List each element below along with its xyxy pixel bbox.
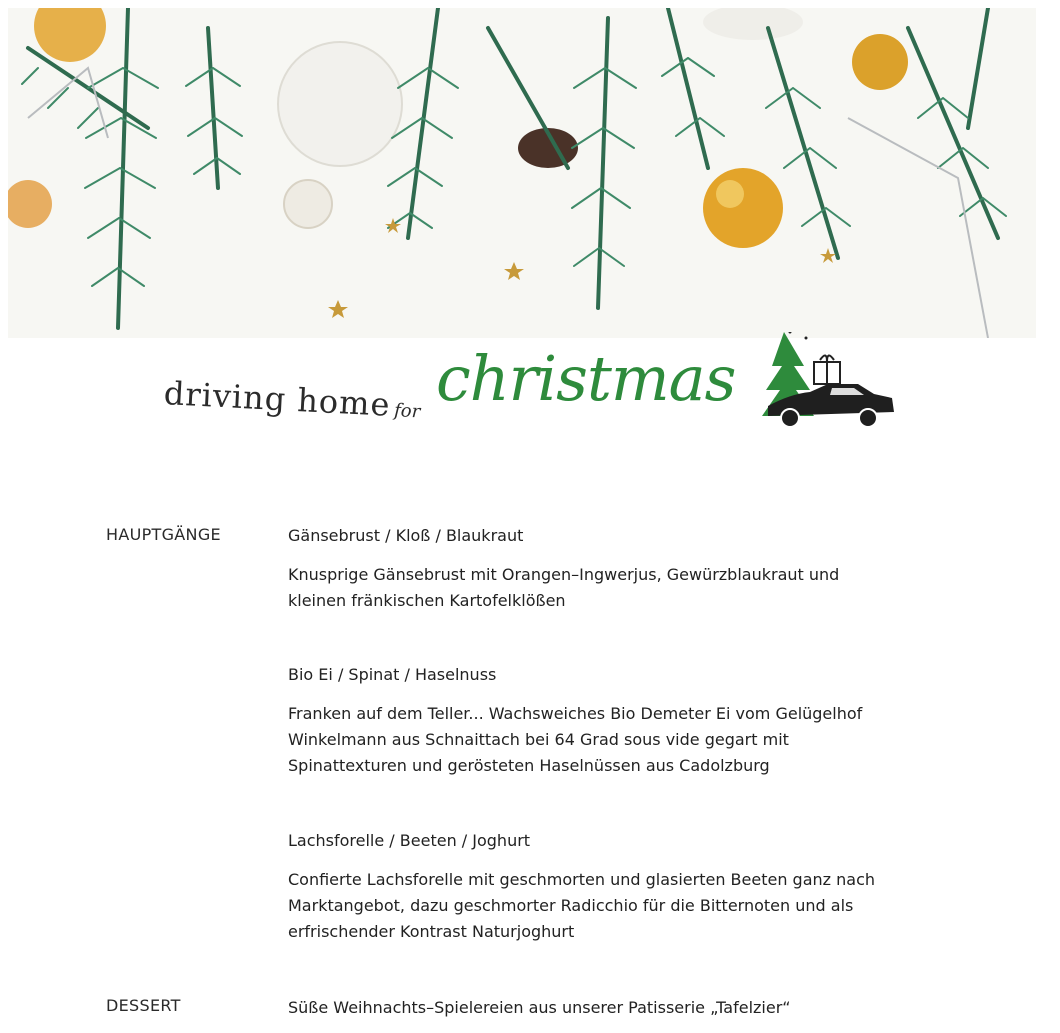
car-with-tree-icon [760,332,900,442]
section-label-mains: HAUPTGÄNGE [106,525,221,544]
dish-description-line: Marktangebot, dazu geschmorter Radicchio für die Bitternoten und als [288,896,854,915]
dish-description [288,867,908,945]
dish-description-line: Winkelmann aus Schnaittach bei 64 Grad sous vide gegart mit [288,730,789,749]
dessert-text: Süße Weihnachts–Spielereien aus unserer Patisserie „Tafelzier“ [288,998,791,1017]
dish-description-line: Confierte Lachsforelle mit geschmorten und glasierten Beeten ganz nach [288,870,876,889]
dish-title: Lachsforelle / Beeten / Joghurt [288,831,531,850]
dish-description [288,562,908,614]
dish-description-line: Franken auf dem Teller... Wachsweiches Bio Demeter Ei vom Gelügelhof [288,704,863,723]
headline-part1: driving home [163,374,392,424]
section-label-dessert: DESSERT [106,996,181,1015]
headline-serif-text [163,374,425,426]
dish-title: Bio Ei / Spinat / Haselnuss [288,665,497,684]
headline-for: for [393,400,421,423]
headline-script-text: christmas [436,342,736,415]
christmas-banner-image [8,8,1036,338]
dish-title: Gänsebrust / Kloß / Blaukraut [288,526,524,545]
dish-description-line: kleinen fränkischen Kartofelklößen [288,591,566,610]
dish-description-line: Spinattexturen und gerösteten Haselnüssen aus Cadolzburg [288,756,770,775]
headline [160,332,920,442]
dish-description [288,701,908,779]
dish-description-line: Knusprige Gänsebrust mit Orangen–Ingwerjus, Gewürzblaukraut und [288,565,840,584]
dish-description-line: erfrischender Kontrast Naturjoghurt [288,922,575,941]
